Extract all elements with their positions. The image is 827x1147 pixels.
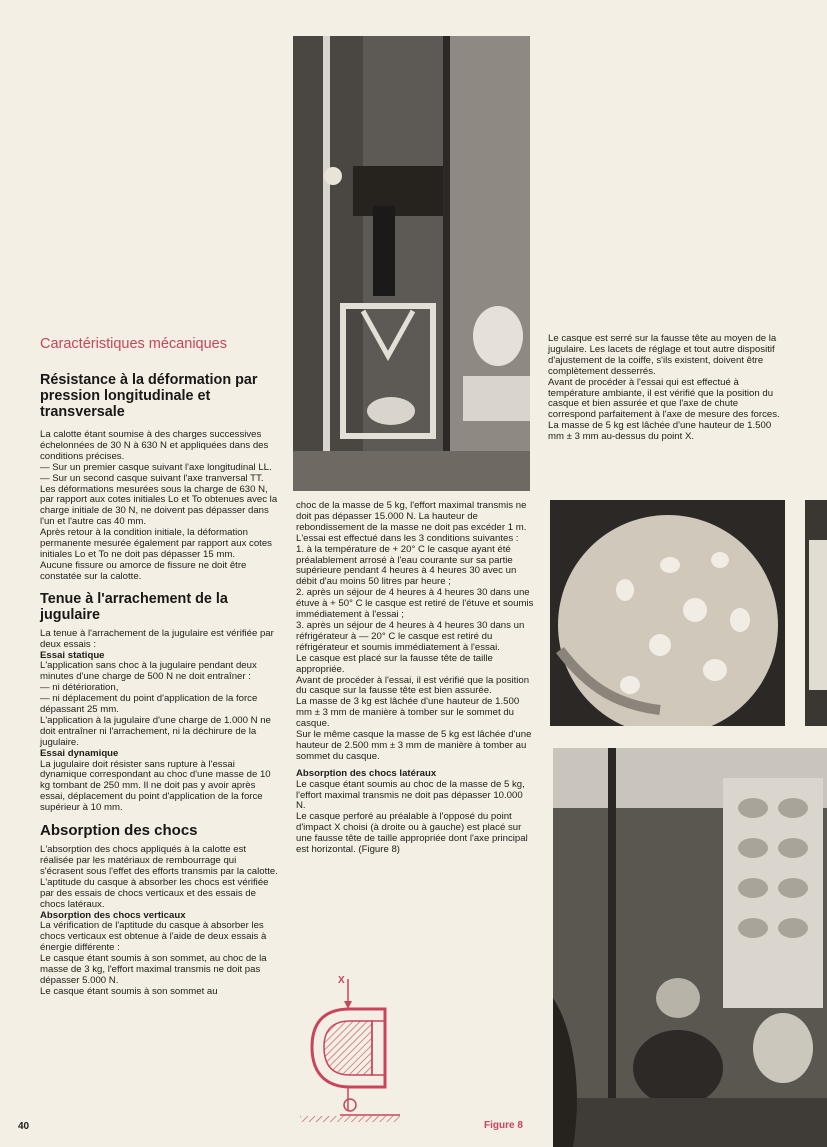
paragraph: Les déformations mesurées sous la charge de 630 N, par rapport aux cotes initiales Lo et To obtenues avec la charge initiale de 30 N, ne doivent pas dépasser dans l'un et l'autre cas 40 mm.: [40, 483, 278, 528]
paragraph: Le casque est placé sur la fausse tête de taille appropriée.: [296, 652, 493, 675]
paragraph: 2. après un séjour de 4 heures à 4 heures 30 dans une étuve à + 50° C le casque est retiré de l'étuve et soumis immédiatement à l'essai ;: [296, 587, 534, 621]
arrachement-text: [40, 629, 278, 814]
paragraph: La jugulaire doit résister sans rupture à l'essai dynamique correspondant au choc d'une masse de 10 kg tombant de 250 mm. Il ne doit pas y avoir après essai, déplacement du point d'application de la force supérieur à 10 mm.: [40, 758, 271, 814]
column-middle: [296, 501, 534, 856]
testing-rig-photo: [293, 36, 530, 491]
paragraph: L'aptitude du casque à absorber les chocs est vérifiée par des essais de chocs verticaux et des essais de chocs latéraux.: [40, 876, 269, 910]
paragraph: Le casque étant soumis à son sommet, au choc de la masse de 3 kg, l'effort maximal transmis ne doit pas dépasser 5.000 N.: [40, 953, 267, 986]
paragraph: — Sur un second casque suivant l'axe tranversal TT.: [40, 472, 264, 484]
heading-arrachement: Tenue à l'arrachement de la jugulaire: [40, 590, 228, 623]
paragraph: Le casque étant soumis au choc de la masse de 5 kg, l'effort maximal transmis ne doit pas dépasser 10.000 N.: [296, 778, 525, 812]
section-title: Caractéristiques mécaniques: [40, 336, 227, 352]
helmet-photo: [550, 500, 785, 726]
paragraph: 1. à la température de + 20° C le casque ayant été préalablement arrosé à l'eau courante sur sa partie supérieure pendant 4 heures à 4 heures 30 avec un débit d'au moins 50 litres par heure ;: [296, 543, 517, 588]
deformation-text: [40, 430, 278, 583]
paragraph: Avant de procéder à l'essai, il est vérifié que la position du casque sur la fausse tête est bien assurée.: [296, 674, 530, 697]
lab-photo: [553, 748, 827, 1147]
figure-point-label: X: [338, 975, 345, 986]
page-number: 40: [18, 1121, 30, 1132]
figure-caption: Figure 8: [484, 1120, 523, 1131]
paragraph: 3. après un séjour de 4 heures à 4 heures 30 dans un réfrigérateur à — 20° C le casque est retiré du réfrigérateur et soumis immédiatement à l'essai.: [296, 619, 525, 653]
paragraph: Avant de procéder à l'essai qui est effectué à température ambiante, il est vérifié que la position du casque et bien assurée et que l'axe de chute correspond parfaitement à l'axe de mesure des forces.: [548, 376, 780, 421]
paragraph: — ni déplacement du point d'application de la force dépassant 25 mm.: [40, 693, 258, 716]
heading-chocs: Absorption des chocs: [40, 822, 198, 840]
paragraph: choc de la masse de 5 kg, l'effort maximal transmis ne doit pas dépasser 15.000 N. La hauteur de rebondissement de la masse ne doit pas excéder 1 m.: [296, 500, 527, 533]
paragraph: La calotte étant soumise à des charges successives échelonnées de 30 N à 630 N et appliquées dans des conditions précises.: [40, 429, 269, 462]
chocs-text: [40, 845, 278, 998]
paragraph: La masse de 5 kg est lâchée d'une hauteur de 1.500 mm ± 3 mm au-dessus du point X.: [548, 420, 772, 443]
paragraph: Après retour à la condition initiale, la déformation permanente mesurée également par rapport aux cotes initiales Lo et To ne doit pas dépasser 15 mm.: [40, 527, 272, 560]
paragraph: — ni détérioration,: [40, 682, 119, 694]
paragraph: Aucune fissure ou amorce de fissure ne doit être constatée sur la calotte.: [40, 559, 247, 582]
paragraph: Le casque perforé au préalable à l'opposé du point d'impact X choisi (à droite ou à gauche) est placé sur une fausse tête de taille appropriée dont l'axe principal est horizontal. (Figure 8): [296, 811, 528, 856]
subheading-statique: Essai statique: [40, 649, 105, 661]
paragraph: Sur le même casque la masse de 5 kg est lâchée d'une hauteur de 2.500 mm ± 3 mm de manière à tomber au sommet du casque.: [296, 729, 532, 762]
paragraph: Le casque est serré sur la fausse tête au moyen de la jugulaire. Les lacets de réglage et tout autre dispositif d'ajustement de la coiffe, s'ils existent, doivent être complètement desserrés.: [548, 333, 777, 377]
column-right: [548, 334, 786, 443]
helmet-photo-edge: [805, 500, 827, 726]
figure-8-diagram: [300, 975, 400, 1125]
paragraph: L'application à la jugulaire d'une charge de 1.000 N ne doit entraîner ni l'arrachement, ni la déchirure de la jugulaire.: [40, 714, 271, 748]
subheading-lateraux: Absorption des chocs latéraux: [296, 767, 437, 779]
paragraph: Le casque étant soumis à son sommet au: [40, 985, 218, 997]
paragraph: La masse de 3 kg est lâchée d'une hauteur de 1.500 mm ± 3 mm de manière à tomber sur le sommet du casque.: [296, 696, 520, 730]
subheading-dynamique: Essai dynamique: [40, 747, 119, 759]
heading-deformation: Résistance à la déformation par pression longitudinale et transversale: [40, 372, 258, 420]
paragraph: L'essai est effectué dans les 3 conditions suivantes :: [296, 532, 519, 544]
paragraph: L'application sans choc à la jugulaire pendant deux minutes d'une charge de 500 N ne doit entraîner :: [40, 660, 257, 683]
paragraph: L'absorption des chocs appliqués à la calotte est réalisée par les matériaux de rembourrage qui s'écrasent sous l'effet des efforts transmis par la calotte.: [40, 844, 278, 877]
column-left: [40, 372, 278, 998]
paragraph: La vérification de l'aptitude du casque à absorber les chocs verticaux est obtenue à l'aide de deux essais à énergie différente :: [40, 920, 267, 954]
paragraph: La tenue à l'arrachement de la jugulaire est vérifiée par deux essais :: [40, 627, 274, 650]
subheading-verticaux: Absorption des chocs verticaux: [40, 909, 186, 921]
paragraph: — Sur un premier casque suivant l'axe longitudinal LL.: [40, 461, 272, 473]
